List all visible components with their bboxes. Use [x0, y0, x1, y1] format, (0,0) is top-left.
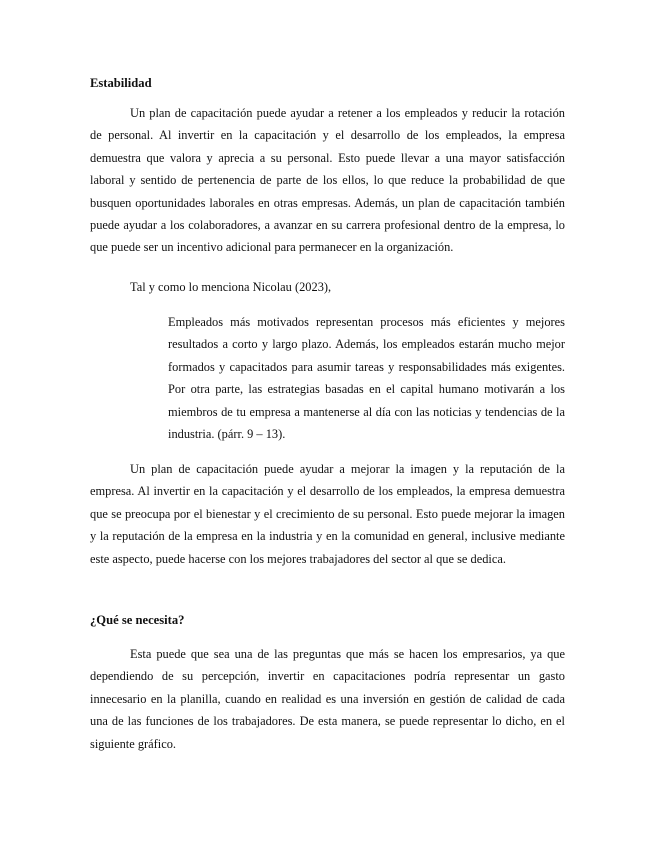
block-quote: Empleados más motivados representan procesos más eficientes y mejores resultados a corto y largo plazo. Además, los empleados estarán mucho mejor formados y capacitados para asumir tareas y responsabilidades más exigentes. Por otra parte, las estrategias basadas en el capital humano motivarán a los miembros de tu empresa a mantenerse al día con las noticias y tendencias de la industria. (párr. 9 – 13).: [168, 315, 565, 442]
paragraph-estabilidad: Un plan de capacitación puede ayudar a retener a los empleados y reducir la rotación de personal. Al invertir en la capacitación y el desarrollo de los empleados, la empresa demuestra que valora y aprecia a su personal. Esto puede llevar a una mayor satisfacción laboral y sentido de pertenencia de parte de los ellos, lo que reduce la probabilidad de que busquen oportunidades laborales en otras empresas. Además, un plan de capacitación también puede ayudar a los colaboradores, a avanzar en su carrera profesional dentro de la empresa, lo que puede ser un incentivo adicional para permanecer en la organización.: [90, 106, 565, 255]
section-heading-que-se-necesita: ¿Qué se necesita?: [90, 613, 185, 627]
citation-intro: Tal y como lo menciona Nicolau (2023),: [130, 280, 332, 294]
paragraph-que-se-necesita: Esta puede que sea una de las preguntas que más se hacen los empresarios, ya que dependiendo de su percepción, invertir en capacitaciones podría representar un gasto innecesario en la planilla, cuando en realidad es una inversión en gestión de calidad de cada una de las funciones de los trabajadores. De esta manera, se puede representar lo dicho, en el siguiente gráfico.: [90, 647, 565, 751]
paragraph-imagen-reputacion: Un plan de capacitación puede ayudar a mejorar la imagen y la reputación de la empresa. Al invertir en la capacitación y el desarrollo de los empleados, la empresa demuestra que se preocupa por el bienestar y el crecimiento de su personal. Esto puede mejorar la imagen y la reputación de la empresa en la industria y en la comunidad en general, inclusive mediante este aspecto, puede hacerse con los mejores trabajadores del sector al que se dedica.: [90, 462, 565, 566]
section-heading-estabilidad: Estabilidad: [90, 76, 152, 90]
